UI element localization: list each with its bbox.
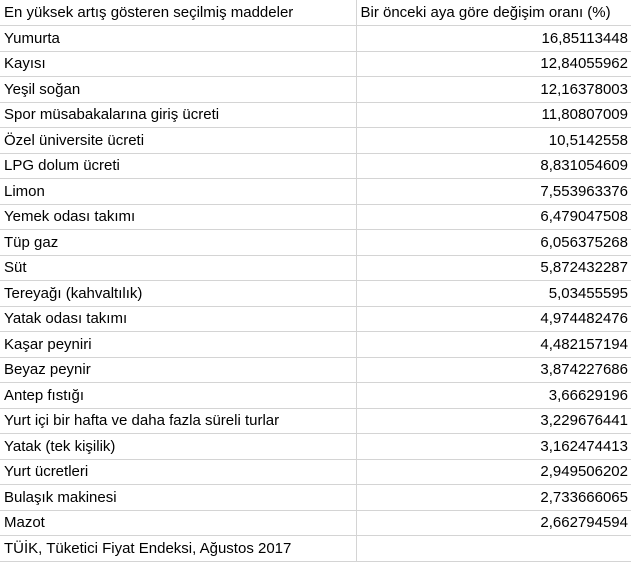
table-row: [0, 408, 631, 434]
header-cell-change[interactable]: Bir önceki aya göre değişim oranı (%): [356, 0, 631, 26]
value-cell[interactable]: 5,872432287: [356, 255, 631, 281]
table-row: [0, 128, 631, 154]
value-cell[interactable]: 10,5142558: [356, 128, 631, 154]
table-row: [0, 434, 631, 460]
item-name-cell[interactable]: Yemek odası takımı: [0, 204, 356, 230]
value-cell[interactable]: 5,03455595: [356, 281, 631, 307]
value-cell[interactable]: 3,874227686: [356, 357, 631, 383]
table-row: [0, 383, 631, 409]
table-row: [0, 230, 631, 256]
value-cell[interactable]: 7,553963376: [356, 179, 631, 205]
value-cell[interactable]: 6,479047508: [356, 204, 631, 230]
table-row: [0, 204, 631, 230]
value-cell[interactable]: 12,16378003: [356, 77, 631, 103]
item-name-cell[interactable]: Yumurta: [0, 26, 356, 52]
value-cell[interactable]: 16,85113448: [356, 26, 631, 52]
item-name-cell[interactable]: Beyaz peynir: [0, 357, 356, 383]
value-cell[interactable]: 6,056375268: [356, 230, 631, 256]
table-row: [0, 179, 631, 205]
table-row: [0, 281, 631, 307]
table-row: [0, 153, 631, 179]
table-row: [0, 51, 631, 77]
source-row: [0, 536, 631, 562]
table-row: [0, 357, 631, 383]
value-cell[interactable]: 2,949506202: [356, 459, 631, 485]
value-cell[interactable]: 12,84055962: [356, 51, 631, 77]
value-cell[interactable]: 3,66629196: [356, 383, 631, 409]
item-name-cell[interactable]: Özel üniversite ücreti: [0, 128, 356, 154]
item-name-cell[interactable]: Yatak (tek kişilik): [0, 434, 356, 460]
item-name-cell[interactable]: Yurt içi bir hafta ve daha fazla süreli turlar: [0, 408, 356, 434]
item-name-cell[interactable]: LPG dolum ücreti: [0, 153, 356, 179]
table-row: [0, 26, 631, 52]
table-row: [0, 77, 631, 103]
item-name-cell[interactable]: Kayısı: [0, 51, 356, 77]
header-row: [0, 0, 631, 26]
table-row: [0, 102, 631, 128]
value-cell[interactable]: 2,733666065: [356, 485, 631, 511]
empty-cell[interactable]: [356, 536, 631, 562]
item-name-cell[interactable]: Mazot: [0, 510, 356, 536]
value-cell[interactable]: 3,229676441: [356, 408, 631, 434]
header-cell-item[interactable]: En yüksek artış gösteren seçilmiş maddeler: [0, 0, 356, 26]
item-name-cell[interactable]: Tereyağı (kahvaltılık): [0, 281, 356, 307]
table-row: [0, 255, 631, 281]
item-name-cell[interactable]: Antep fıstığı: [0, 383, 356, 409]
item-name-cell[interactable]: Bulaşık makinesi: [0, 485, 356, 511]
value-cell[interactable]: 4,974482476: [356, 306, 631, 332]
item-name-cell[interactable]: Süt: [0, 255, 356, 281]
value-cell[interactable]: 11,80807009: [356, 102, 631, 128]
value-cell[interactable]: 3,162474413: [356, 434, 631, 460]
source-note-cell[interactable]: TÜİK, Tüketici Fiyat Endeksi, Ağustos 2017: [0, 536, 356, 562]
item-name-cell[interactable]: Yeşil soğan: [0, 77, 356, 103]
table-row: [0, 306, 631, 332]
item-name-cell[interactable]: Tüp gaz: [0, 230, 356, 256]
item-name-cell[interactable]: Yatak odası takımı: [0, 306, 356, 332]
table-row: [0, 485, 631, 511]
table-row: [0, 459, 631, 485]
value-cell[interactable]: 4,482157194: [356, 332, 631, 358]
item-name-cell[interactable]: Yurt ücretleri: [0, 459, 356, 485]
item-name-cell[interactable]: Limon: [0, 179, 356, 205]
item-name-cell[interactable]: Kaşar peyniri: [0, 332, 356, 358]
table-row: [0, 510, 631, 536]
item-name-cell[interactable]: Spor müsabakalarına giriş ücreti: [0, 102, 356, 128]
value-cell[interactable]: 8,831054609: [356, 153, 631, 179]
value-cell[interactable]: 2,662794594: [356, 510, 631, 536]
table-row: [0, 332, 631, 358]
